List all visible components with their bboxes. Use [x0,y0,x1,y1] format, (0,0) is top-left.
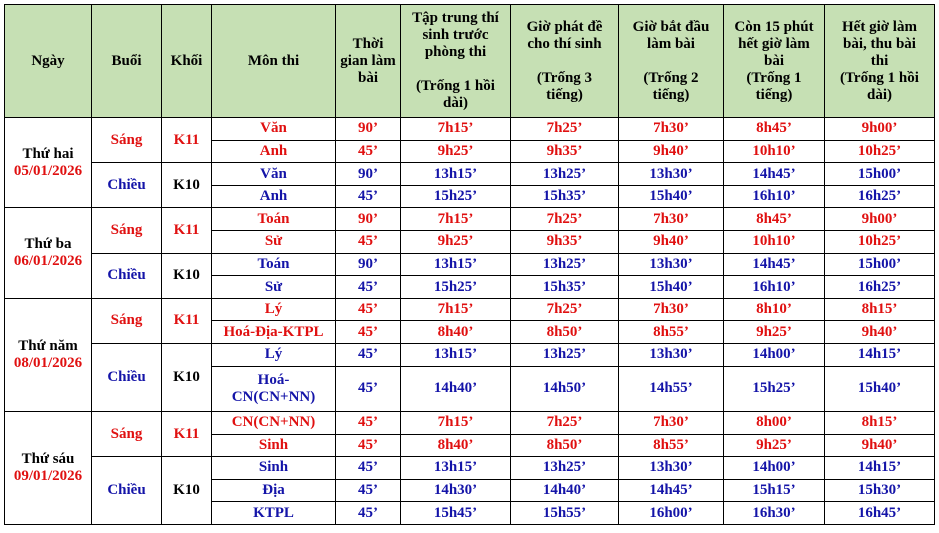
header-thoi-gian: Thời gian làm bài [336,5,401,118]
duration-cell: 45’ [336,344,401,367]
gather-time-cell: 13h15’ [401,344,511,367]
table-row [5,457,935,480]
hand-out-time-cell: 7h25’ [511,118,619,141]
end-time-cell: 16h25’ [825,276,935,299]
hand-out-time-cell: 7h25’ [511,208,619,231]
hand-out-time-cell: 15h55’ [511,502,619,525]
gather-time-cell: 8h40’ [401,434,511,457]
hand-out-time-cell: 14h40’ [511,479,619,502]
gather-time-cell: 14h40’ [401,366,511,411]
gather-time-cell: 14h30’ [401,479,511,502]
header-bat-dau: Giờ bắt đầu làm bài (Trống 2 tiếng) [619,5,724,118]
subject-cell: Anh [212,140,336,163]
fifteen-min-warning-cell: 10h10’ [724,140,825,163]
fifteen-min-warning-cell: 8h45’ [724,208,825,231]
start-time-cell: 8h55’ [619,321,724,344]
subject-cell: Văn [212,163,336,186]
gather-time-cell: 7h15’ [401,208,511,231]
subject-cell: Lý [212,344,336,367]
fifteen-min-warning-cell: 16h30’ [724,502,825,525]
table-row [5,411,935,434]
header-buoi: Buổi [92,5,162,118]
start-time-cell: 8h55’ [619,434,724,457]
header-phat-de: Giờ phát đề cho thí sinh (Trống 3 tiếng) [511,5,619,118]
end-time-cell: 15h00’ [825,253,935,276]
day-date-cell [5,118,92,208]
grade-cell: K10 [162,457,212,525]
subject-cell: Sử [212,276,336,299]
end-time-cell: 15h00’ [825,163,935,186]
session-cell: Chiều [92,253,162,298]
gather-time-cell: 15h45’ [401,502,511,525]
day-name: Thứ năm [18,337,78,354]
start-time-cell: 15h40’ [619,276,724,299]
fifteen-min-warning-cell: 8h45’ [724,118,825,141]
fifteen-min-warning-cell: 14h45’ [724,253,825,276]
header-row [5,5,935,118]
fifteen-min-warning-cell: 8h00’ [724,411,825,434]
start-time-cell: 13h30’ [619,253,724,276]
gather-time-cell: 13h15’ [401,253,511,276]
duration-cell: 45’ [336,298,401,321]
subject-cell: Lý [212,298,336,321]
gather-time-cell: 7h15’ [401,411,511,434]
duration-cell: 90’ [336,163,401,186]
end-time-cell: 9h40’ [825,321,935,344]
gather-time-cell: 13h15’ [401,163,511,186]
day-date-cell [5,411,92,524]
end-time-cell: 14h15’ [825,344,935,367]
end-time-cell: 9h00’ [825,118,935,141]
duration-cell: 45’ [336,502,401,525]
start-time-cell: 7h30’ [619,208,724,231]
grade-cell: K11 [162,411,212,456]
duration-cell: 45’ [336,411,401,434]
fifteen-min-warning-cell: 9h25’ [724,434,825,457]
end-time-cell: 10h25’ [825,231,935,254]
duration-cell: 90’ [336,208,401,231]
duration-cell: 90’ [336,118,401,141]
start-time-cell: 13h30’ [619,344,724,367]
gather-time-cell: 8h40’ [401,321,511,344]
exam-schedule-table [4,4,935,525]
end-time-cell: 14h15’ [825,457,935,480]
day-date: 09/01/2026 [13,467,83,484]
duration-cell: 45’ [336,479,401,502]
start-time-cell: 13h30’ [619,163,724,186]
header-khoi: Khối [162,5,212,118]
hand-out-time-cell: 13h25’ [511,163,619,186]
end-time-cell: 15h40’ [825,366,935,411]
hand-out-time-cell: 15h35’ [511,185,619,208]
hand-out-time-cell: 8h50’ [511,434,619,457]
gather-time-cell: 7h15’ [401,298,511,321]
gather-time-cell: 9h25’ [401,140,511,163]
fifteen-min-warning-cell: 16h10’ [724,276,825,299]
grade-cell: K11 [162,298,212,343]
end-time-cell: 16h45’ [825,502,935,525]
table-row [5,344,935,367]
subject-cell: Văn [212,118,336,141]
end-time-cell: 16h25’ [825,185,935,208]
day-date-cell [5,208,92,298]
gather-time-cell: 7h15’ [401,118,511,141]
day-date: 05/01/2026 [13,162,83,179]
session-cell: Chiều [92,344,162,412]
duration-cell: 90’ [336,253,401,276]
table-row [5,253,935,276]
fifteen-min-warning-cell: 14h45’ [724,163,825,186]
fifteen-min-warning-cell: 8h10’ [724,298,825,321]
hand-out-time-cell: 13h25’ [511,344,619,367]
hand-out-time-cell: 8h50’ [511,321,619,344]
grade-cell: K11 [162,208,212,253]
hand-out-time-cell: 7h25’ [511,411,619,434]
day-date: 08/01/2026 [13,354,83,371]
subject-cell: Hoá-Địa-KTPL [212,321,336,344]
start-time-cell: 9h40’ [619,140,724,163]
day-name: Thứ sáu [21,450,75,467]
duration-cell: 45’ [336,231,401,254]
subject-cell: Sinh [212,434,336,457]
header-mon-thi: Môn thi [212,5,336,118]
fifteen-min-warning-cell: 15h25’ [724,366,825,411]
start-time-cell: 7h30’ [619,298,724,321]
start-time-cell: 7h30’ [619,118,724,141]
start-time-cell: 15h40’ [619,185,724,208]
subject-cell: Địa [212,479,336,502]
duration-cell: 45’ [336,457,401,480]
hand-out-time-cell: 15h35’ [511,276,619,299]
table-row [5,118,935,141]
subject-cell: CN(CN+NN) [212,411,336,434]
table-row [5,163,935,186]
fifteen-min-warning-cell: 10h10’ [724,231,825,254]
grade-cell: K11 [162,118,212,163]
subject-cell: Sinh [212,457,336,480]
duration-cell: 45’ [336,185,401,208]
duration-cell: 45’ [336,140,401,163]
day-name: Thứ ba [24,236,72,253]
gather-time-cell: 9h25’ [401,231,511,254]
day-date-cell [5,298,92,411]
end-time-cell: 8h15’ [825,411,935,434]
fifteen-min-warning-cell: 16h10’ [724,185,825,208]
header-het-gio: Hết giờ làm bài, thu bài thi (Trống 1 hồi dài) [825,5,935,118]
start-time-cell: 14h55’ [619,366,724,411]
subject-cell: KTPL [212,502,336,525]
session-cell: Sáng [92,208,162,253]
grade-cell: K10 [162,163,212,208]
subject-cell: Toán [212,208,336,231]
fifteen-min-warning-cell: 14h00’ [724,344,825,367]
start-time-cell: 7h30’ [619,411,724,434]
gather-time-cell: 13h15’ [401,457,511,480]
start-time-cell: 9h40’ [619,231,724,254]
session-cell: Sáng [92,118,162,163]
start-time-cell: 13h30’ [619,457,724,480]
fifteen-min-warning-cell: 14h00’ [724,457,825,480]
grade-cell: K10 [162,253,212,298]
session-cell: Sáng [92,411,162,456]
subject-cell: Hoá- CN(CN+NN) [212,366,336,411]
end-time-cell: 9h40’ [825,434,935,457]
end-time-cell: 9h00’ [825,208,935,231]
session-cell: Chiều [92,457,162,525]
session-cell: Chiều [92,163,162,208]
subject-cell: Sử [212,231,336,254]
duration-cell: 45’ [336,366,401,411]
gather-time-cell: 15h25’ [401,185,511,208]
grade-cell: K10 [162,344,212,412]
start-time-cell: 14h45’ [619,479,724,502]
start-time-cell: 16h00’ [619,502,724,525]
hand-out-time-cell: 13h25’ [511,457,619,480]
subject-cell: Anh [212,185,336,208]
fifteen-min-warning-cell: 15h15’ [724,479,825,502]
table-row [5,298,935,321]
duration-cell: 45’ [336,321,401,344]
end-time-cell: 8h15’ [825,298,935,321]
subject-cell: Toán [212,253,336,276]
end-time-cell: 15h30’ [825,479,935,502]
fifteen-min-warning-cell: 9h25’ [724,321,825,344]
table-row [5,208,935,231]
hand-out-time-cell: 9h35’ [511,231,619,254]
duration-cell: 45’ [336,276,401,299]
header-tap-trung: Tập trung thí sinh trước phòng thi (Trống 1 hồi dài) [401,5,511,118]
header-con-15-phut: Còn 15 phút hết giờ làm bài (Trống 1 tiếng) [724,5,825,118]
hand-out-time-cell: 7h25’ [511,298,619,321]
hand-out-time-cell: 9h35’ [511,140,619,163]
hand-out-time-cell: 14h50’ [511,366,619,411]
end-time-cell: 10h25’ [825,140,935,163]
day-date: 06/01/2026 [13,253,83,270]
duration-cell: 45’ [336,434,401,457]
session-cell: Sáng [92,298,162,343]
hand-out-time-cell: 13h25’ [511,253,619,276]
header-ngay: Ngày [5,5,92,118]
gather-time-cell: 15h25’ [401,276,511,299]
day-name: Thứ hai [22,145,74,162]
schedule-body [5,118,935,525]
